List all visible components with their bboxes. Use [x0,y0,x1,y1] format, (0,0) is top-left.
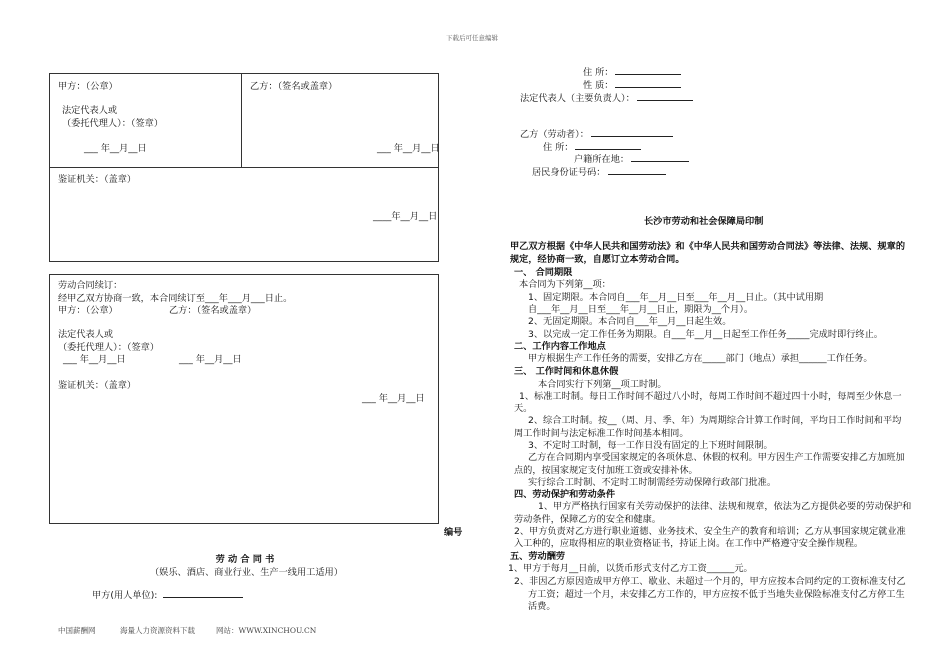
renewal-agent: （委托代理人）：（签章） [58,342,160,353]
table-vdivider [241,73,242,167]
party-b-label: 乙方：（签名或盖章） [250,81,338,92]
s3-line-6: 3、不定时工时制，每一工作日没有固定的上下班时间限制。 [528,440,773,451]
legal-rep-label: 法定代表人或 [62,105,118,116]
doc-title: 劳 动 合 同 书 [215,554,275,565]
section-4-title: 四、劳动保护和劳动条件 [514,489,616,500]
intro-line-2: 规定，经协商一致，自愿订立本劳动合同。 [510,254,685,265]
verify-date: ____年__月__日 [373,211,438,222]
s5-line-3: 方工资；超过一个月，未安排乙方工作的，甲方应按不低于当地失业保险标准支付乙方停工生 [528,589,905,600]
addr-b-label: 住 所： [543,142,574,153]
party-b-label-right: 乙方（劳动者）： [520,129,589,140]
s1-line-4: 2、无固定期限。本合同自___年__月__日起生效。 [528,316,732,327]
s4-line-2: 劳动条件，保障乙方的安全和健康。 [514,514,661,525]
s5-line-2: 2、非因乙方原因造成甲方停工、歇业、未超过一个月的，甲方应按本合同约定的工资标准支付乙 [514,576,906,587]
table-divider [49,167,439,168]
section-2-title: 二、工作内容工作地点 [514,341,606,352]
party-b-field [520,126,673,140]
hukou-field [574,151,689,165]
s3-line-7: 乙方在合同期内享受国家规定的各项休息、休假的权利。甲方因生产工作需要安排乙方加班加 [528,452,905,463]
nature-field [583,77,681,91]
s1-line-1: 本合同为下列第__项： [519,279,611,290]
s5-line-4: 活费。 [528,601,556,612]
date-a: ___ 年__月__日 [84,143,147,154]
s1-line-5: 3、以完成一定工作任务为期限。自___年__月__日起至工作任务_____完成时即行终止。 [528,329,883,340]
s3-line-3: 天。 [514,403,533,414]
hukou-label: 户籍所在地： [574,154,630,165]
section-1-title: 一、 合同期限 [514,267,573,278]
s3-line-8: 点的，按国家规定支付加班工资或安排补休。 [514,465,698,476]
employer-blank [163,588,243,598]
renewal-date-b: ___ 年__月__日 [179,354,242,365]
section-3-title: 三、 工作时间和休息休假 [514,366,619,377]
doc-subtitle: （娱乐、酒店、商业行业、生产一线用工适用） [150,567,343,578]
s4-line-4: 入工种的，应取得相应的职业资格证书，持证上岗。在工作中严格遵守安全操作规程。 [514,538,864,549]
footer-site: 中国薪酬网 [58,626,96,635]
agent-label: （委托代理人）：（签章） [62,118,164,129]
legal-rep-field [520,90,693,104]
renewal-date-a: ___ 年__月__日 [63,354,126,365]
employer-label: 甲方(用人单位): [92,590,158,601]
renewal-party-a: 甲方：（公章） [58,305,118,316]
nature-label: 性 质： [583,80,614,91]
renewal-title: 劳动合同续订： [58,280,123,291]
renewal-date-c: ___ 年__月__日 [362,393,425,404]
s2-line-1: 甲方根据生产工作任务的需要，安排乙方在_____部门（地点）承担______工作任务。 [528,353,873,364]
party-a-label: 甲方：（公章） [58,81,118,92]
serial-label: 编号 [444,527,463,538]
s3-line-9: 实行综合工时制、不定时工时制需经劳动保障行政部门批准。 [528,477,777,488]
issuer: 长沙市劳动和社会保障局印制 [644,216,764,227]
footer-slogan: 海量人力资源资料下载 [120,626,195,635]
footer-url: 网站：WWW.XINCHOU.CN [216,626,317,635]
employer-field [92,587,243,601]
s5-line-1: 1、甲方于每月__日前，以货币形式支付乙方工资______元。 [508,563,753,574]
s4-line-3: 2、甲方负责对乙方进行职业道德、业务技术、安全生产的教育和培训；乙方从事国家规定就业准 [514,526,906,537]
addr-label: 住 所： [583,67,614,78]
date-b: ___ 年__月__日 [377,143,440,154]
s3-line-1: 本合同实行下列第__项工时制。 [538,379,667,390]
renewal-line: 经甲乙双方协商一致，本合同续订至___年___月___日止。 [58,293,293,304]
verify-label: 鉴证机关：（盖章） [58,174,137,185]
s3-line-5: 周工作时间与法定标准工作时间基本相同。 [514,428,689,439]
section-5-title: 五、劳动酬劳 [510,551,566,562]
s1-line-3: 自___年__月__日至___年__月__日止，期限为__个月）。 [528,304,754,315]
s4-line-1: 1、甲方严格执行国家有关劳动保护的法律、法规和规章，依法为乙方提供必要的劳动保护和 [538,501,912,512]
s1-line-2: 1、固定期限。本合同自___年__月__日至___年__月__日止。（其中试用期 [528,292,824,303]
addr-field [583,64,681,78]
renewal-party-b: 乙方：（签名或盖章） [169,305,257,316]
intro-line-1: 甲乙双方根据《中华人民共和国劳动法》和《中华人民共和国劳动合同法》等法律、法规、规章的 [510,241,906,252]
legal-rep-label-right: 法定代表人（主要负责人）： [520,93,635,104]
s3-line-2: 1、标准工时制。每日工作时间不超过八小时，每周工作时间不超过四十小时，每周至少休息一 [519,391,902,402]
s3-line-4: 2、综合工时制。按__（周、月、季、年）为周期综合计算工作时间，平均日工作时间和平均 [528,415,902,426]
header-note: 下载后可任意编辑 [446,34,498,42]
id-field [532,164,666,178]
renewal-rep: 法定代表人或 [58,329,114,340]
id-label: 居民身份证号码： [532,167,606,178]
renewal-verify: 鉴证机关：（盖章） [58,380,137,391]
